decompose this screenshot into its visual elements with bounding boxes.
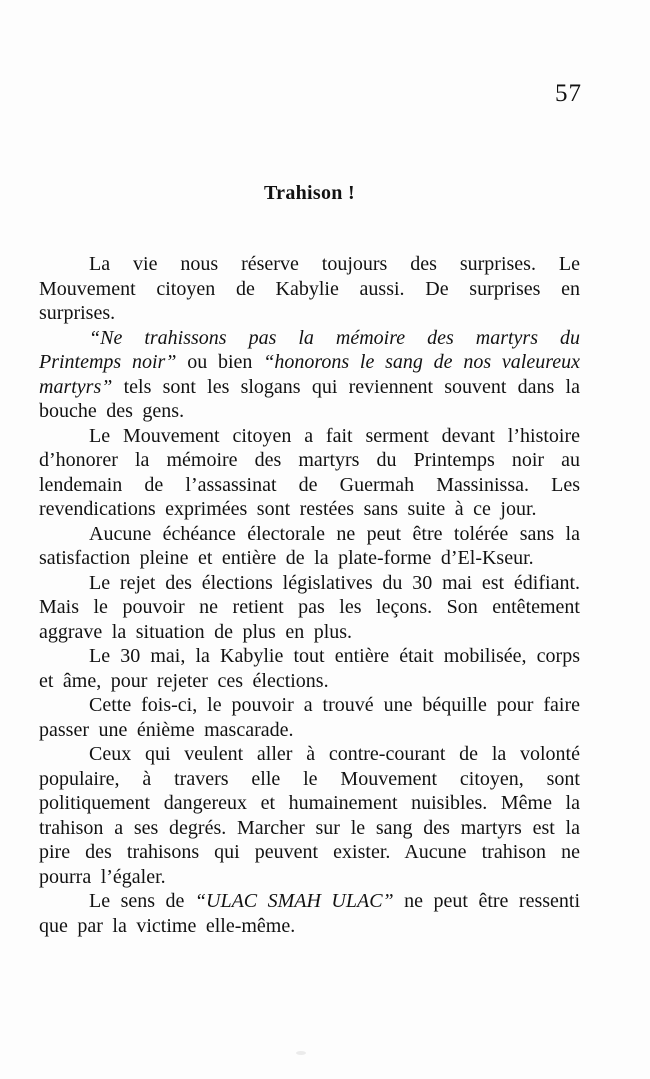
text-segment: Ceux qui veulent aller à contre-courant de la volonté populaire, à travers elle le Mouvement citoyen, sont politiquement dangereux et humainement nuisibles. Même la trahison a ses degrés. Marcher sur le sang des martyrs est la pire des trahisons qui peuvent exister. Aucune trahison ne pourra l’égaler. [39, 743, 580, 888]
paragraph [39, 693, 580, 742]
text-segment: La vie nous réserve toujours des surprises. Le Mouvement citoyen de Kabylie aussi. De surprises en surprises. [39, 253, 580, 324]
text-segment: Le sens de [89, 890, 195, 912]
paragraph [39, 889, 580, 938]
quoted-slogan: “ULAC SMAH ULAC” [194, 890, 394, 912]
page-number: 57 [555, 80, 582, 107]
paragraph [39, 522, 580, 571]
quoted-slogan: “Ne trahissons pas la mémoire des martyrs du Printemps noir” [39, 326, 580, 373]
text-segment: tels sont les slogans qui reviennent souvent dans la bouche des gens. [39, 375, 580, 422]
text-segment: Le rejet des élections législatives du 30 mai est édifiant. Mais le pouvoir ne retient pas les leçons. Son entêtement aggrave la situation de plus en plus. [39, 571, 580, 643]
text-segment: Cette fois-ci, le pouvoir a trouvé une béquille pour faire passer une énième mascarade. [39, 694, 580, 741]
scan-smudge [296, 1051, 306, 1055]
paragraph [39, 644, 580, 693]
document-body [39, 252, 580, 938]
text-segment: ou bien [176, 351, 264, 373]
text-segment: Le 30 mai, la Kabylie tout entière était mobilisée, corps et âme, pour rejeter ces élections. [39, 645, 580, 692]
text-segment: ne peut être ressenti que par la victime elle-même. [39, 890, 581, 937]
text-segment: Aucune échéance électorale ne peut être tolérée sans la satisfaction pleine et entière de la plate-forme d’El-Kseur. [39, 522, 580, 569]
quoted-slogan: “honorons le sang de nos valeureux martyrs” [39, 351, 580, 398]
paragraph [39, 742, 580, 889]
paragraph [39, 424, 580, 522]
text-segment: Le Mouvement citoyen a fait serment devant l’histoire d’honorer la mémoire des martyrs du Printemps noir au lendemain de l’assassinat de Guermah Massinissa. Les revendications exprimées sont restées sans suite à ce jour. [39, 424, 580, 520]
page-title: Trahison ! [264, 182, 355, 204]
paragraph [39, 571, 580, 645]
paragraph [39, 326, 580, 424]
paragraph [39, 252, 580, 326]
